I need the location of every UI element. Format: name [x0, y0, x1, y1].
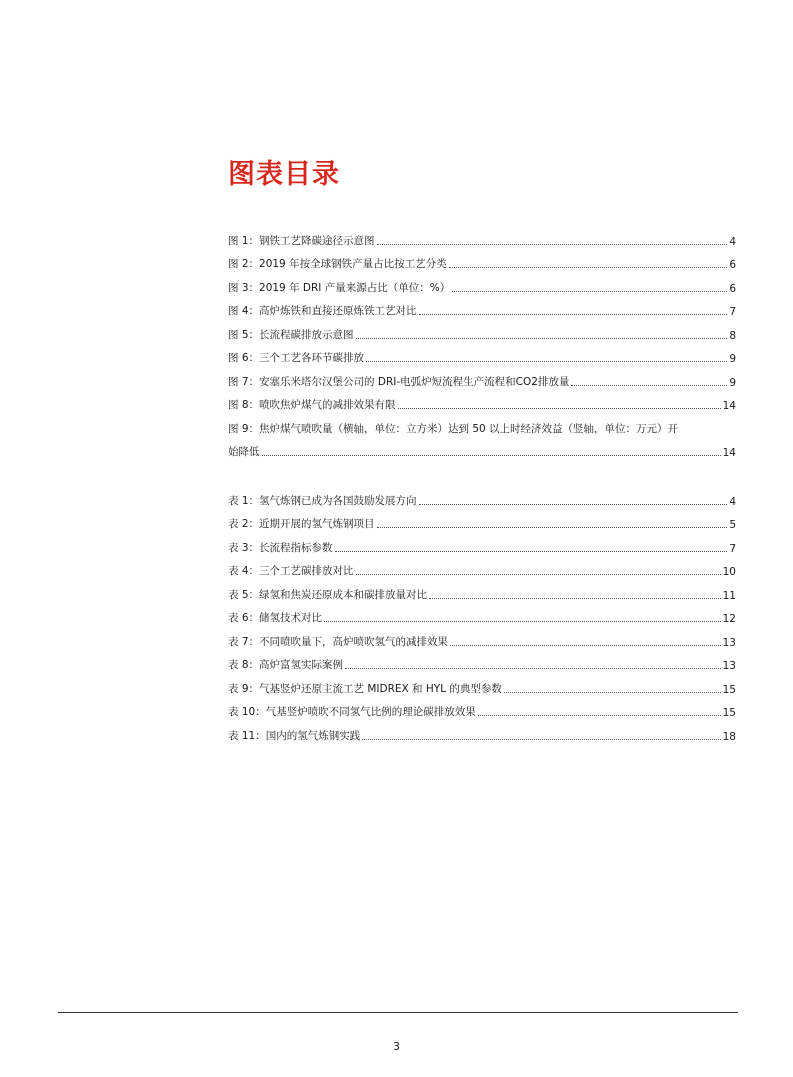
entry-page: 5: [729, 519, 736, 531]
entry-page: 4: [729, 235, 736, 248]
entry-page: 6: [729, 259, 736, 271]
dot-leader: [335, 551, 728, 552]
entry-label: 图 9：焦炉煤气喷吹量（横轴，单位：立方米）达到 50 以上时经济效益（竖轴，单位：万元）开: [228, 422, 679, 435]
entry-page: 15: [722, 683, 736, 696]
entry-label: 表 3：长流程指标参数: [228, 541, 333, 554]
dot-leader: [478, 715, 721, 716]
entry-page: 14: [722, 447, 736, 459]
entry-page: 9: [729, 353, 736, 365]
toc-entry-table-3[interactable]: [228, 531, 736, 555]
entry-label: 表 10：气基竖炉喷吹不同氢气比例的理论碳排放效果: [228, 706, 476, 718]
entry-label: 图 4：高炉炼铁和直接还原炼铁工艺对比: [228, 305, 417, 317]
toc-entry-figure-4[interactable]: [228, 295, 736, 319]
entry-label: 表 7：不同喷吹量下，高炉喷吹氢气的减排效果: [228, 635, 449, 648]
toc-entry-figure-2[interactable]: [228, 248, 736, 272]
dot-leader: [377, 527, 728, 528]
entry-page: 6: [729, 282, 736, 295]
entry-page: 11: [722, 589, 736, 602]
entry-label: 图 7：安塞乐米塔尔汉堡公司的 DRI-电弧炉短流程生产流程和CO2排放量: [228, 375, 570, 388]
dot-leader: [356, 574, 721, 575]
dot-leader: [449, 267, 728, 268]
entry-line-1: [228, 412, 736, 436]
toc-entry-table-11[interactable]: [228, 719, 736, 743]
toc-entry-table-4[interactable]: [228, 555, 736, 579]
entry-label: 图 2：2019 年按全球钢铁产量占比按工艺分类: [228, 258, 447, 270]
toc-entry-table-6[interactable]: [228, 602, 736, 626]
entry-page: 13: [722, 660, 736, 672]
entry-line-2: [228, 436, 736, 460]
toc-entry-figure-6[interactable]: [228, 342, 736, 366]
entry-label: 表 6：储氢技术对比: [228, 612, 323, 624]
toc-entry-table-10[interactable]: [228, 696, 736, 720]
dot-leader: [504, 692, 721, 693]
dot-leader: [452, 291, 727, 292]
entry-page: 10: [722, 566, 736, 578]
footer-divider: [58, 1012, 738, 1013]
entry-page: 18: [722, 730, 736, 743]
entry-label: 表 4：三个工艺碳排放对比: [228, 565, 354, 577]
dot-leader: [398, 408, 721, 409]
entry-label: 表 9：气基竖炉还原主流工艺 MIDREX 和 HYL 的典型参数: [228, 682, 502, 695]
entry-label: 图 1：钢铁工艺降碳途径示意图: [228, 234, 375, 247]
toc-entry-table-1[interactable]: [228, 484, 736, 508]
toc-entry-table-8[interactable]: [228, 649, 736, 673]
page-title: 图表目录: [228, 159, 340, 190]
toc-entry-figure-7[interactable]: [228, 365, 736, 389]
table-list: [228, 484, 736, 743]
entry-label: 图 5：长流程碳排放示意图: [228, 328, 354, 341]
figure-list: [228, 224, 736, 459]
entry-page: 13: [722, 636, 736, 649]
entry-label: 表 2：近期开展的氢气炼钢项目: [228, 518, 375, 530]
toc-entry-table-5[interactable]: [228, 578, 736, 602]
entry-page: 7: [729, 542, 736, 555]
toc-entry-figure-9[interactable]: [228, 412, 736, 459]
entry-page: 15: [722, 707, 736, 719]
dot-leader: [450, 645, 721, 646]
entry-label: 图 6：三个工艺各环节碳排放: [228, 352, 365, 364]
entry-label: 表 1：氢气炼钢已成为各国鼓励发展方向: [228, 494, 417, 507]
entry-label: 表 8：高炉富氢实际案例: [228, 659, 344, 671]
toc-entry-table-9[interactable]: [228, 672, 736, 696]
entry-page: 8: [729, 329, 736, 342]
entry-page: 4: [729, 495, 736, 508]
dot-leader: [362, 739, 720, 740]
dot-leader: [419, 314, 728, 315]
dot-leader: [345, 668, 721, 669]
entry-page: 14: [722, 400, 736, 412]
toc-entry-table-2[interactable]: [228, 508, 736, 532]
toc-entry-figure-5[interactable]: [228, 318, 736, 342]
page-number: 3: [393, 1040, 400, 1053]
entry-label: 图 8：喷吹焦炉煤气的减排效果有限: [228, 399, 396, 411]
toc-entry-figure-8[interactable]: [228, 389, 736, 413]
dot-leader: [571, 385, 727, 386]
dot-leader: [429, 598, 721, 599]
entry-page: 7: [729, 306, 736, 318]
dot-leader: [262, 455, 721, 456]
entry-label-continued: 始降低: [228, 446, 260, 458]
toc-entry-table-7[interactable]: [228, 625, 736, 649]
dot-leader: [366, 361, 727, 362]
entry-label: 表 11：国内的氢气炼钢实践: [228, 729, 361, 742]
entry-label: 图 3：2019 年 DRI 产量来源占比（单位：%）: [228, 281, 451, 294]
dot-leader: [419, 504, 728, 505]
toc-entry-figure-3[interactable]: [228, 271, 736, 295]
dot-leader: [356, 338, 728, 339]
entry-page: 12: [722, 613, 736, 625]
toc-entry-figure-1[interactable]: [228, 224, 736, 248]
entry-label: 表 5：绿氢和焦炭还原成本和碳排放量对比: [228, 588, 428, 601]
entry-page: 9: [729, 376, 736, 389]
dot-leader: [377, 244, 728, 245]
dot-leader: [324, 621, 721, 622]
